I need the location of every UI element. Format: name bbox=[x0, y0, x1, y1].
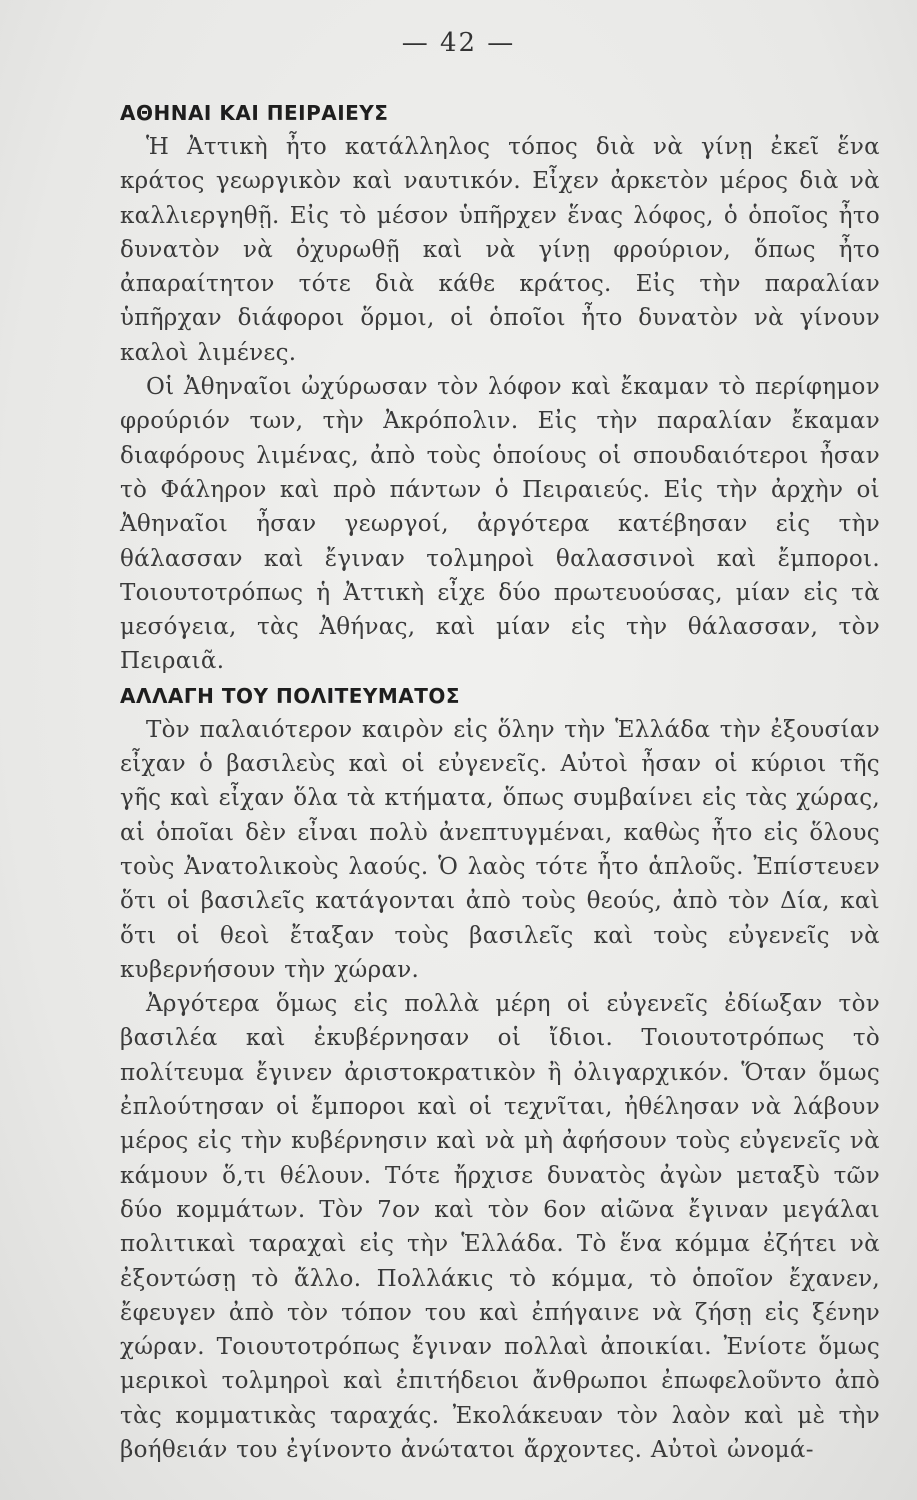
page-content bbox=[120, 96, 880, 1467]
paragraph: Τὸν παλαιότερον καιρὸν εἰς ὅλην τὴν Ἑλλάδα τὴν ἐξουσίαν εἶχαν ὁ βασιλεὺς καὶ οἱ εὐγενεῖς. Αὐτοὶ ἦσαν οἱ κύριοι τῆς γῆς καὶ εἶχαν ὅλα τὰ κτήματα, ὅπως συμβαίνει εἰς τὰς χώρας, αἱ ὁποῖαι δὲν εἶναι πολὺ ἀνεπτυγμέναι, καθὼς ἦτο εἰς ὅλους τοὺς Ἀνατολικοὺς λαούς. Ὁ λαὸς τότε ἦτο ἁπλοῦς. Ἐπίστευεν ὅτι οἱ βασιλεῖς κατάγονται ἀπὸ τοὺς θεούς, ἀπὸ τὸν Δία, καὶ ὅτι οἱ θεοὶ ἔταξαν τοὺς βασιλεῖς καὶ τοὺς εὐγενεῖς νὰ κυβερνήσουν τὴν χώραν. bbox=[120, 716, 880, 983]
section-heading: ΑΘΗΝΑΙ ΚΑΙ ΠΕΙΡΑΙΕΥΣ bbox=[120, 101, 389, 125]
section-change-of-polity bbox=[120, 679, 880, 1468]
page-number: — 42 — bbox=[401, 28, 516, 58]
section-heading: ΑΛΛΑΓΗ ΤΟΥ ΠΟΛΙΤΕΥΜΑΤΟΣ bbox=[120, 683, 461, 708]
section-athens-piraeus bbox=[120, 96, 880, 679]
paragraph: Οἱ Ἀθηναῖοι ὠχύρωσαν τὸν λόφον καὶ ἔκαμαν τὸ περίφημον φρούριόν των, τὴν Ἀκρόπολιν. Εἰς τὴν παραλίαν ἔκαμαν διαφόρους λιμένας, ἀπὸ τοὺς ὁποίους οἱ σπουδαιότεροι ἦσαν τὸ Φάληρον καὶ πρὸ πάντων ὁ Πειραιεύς. Εἰς τὴν ἀρχὴν οἱ Ἀθηναῖοι ἦσαν γεωργοί, ἀργότερα κατέβησαν εἰς τὴν θάλασσαν καὶ ἔγιναν τολμηροὶ θαλασσινοὶ καὶ ἔμποροι. Τοιουτοτρόπως ἡ Ἀττικὴ εἶχε δύο πρωτευούσας, μίαν εἰς τὰ μεσόγεια, τὰς Ἀθήνας, καὶ μίαν εἰς τὴν θάλασσαν, τὸν Πειραιᾶ. bbox=[120, 374, 880, 675]
paragraph: Ἀργότερα ὅμως εἰς πολλὰ μέρη οἱ εὐγενεῖς ἐδίωξαν τὸν βασιλέα καὶ ἐκυβέρνησαν οἱ ἴδιοι. Τοιουτοτρόπως τὸ πολίτευμα ἔγινεν ἀριστοκρατικὸν ἢ ὀλιγαρχικόν. Ὅταν ὅμως ἐπλούτησαν οἱ ἔμποροι καὶ οἱ τεχνῖται, ἠθέλησαν νὰ λάβουν μέρος εἰς τὴν κυβέρνησιν καὶ νὰ μὴ ἀφήσουν τοὺς εὐγενεῖς νὰ κάμουν ὅ,τι θέλουν. Τότε ἤρχισε δυνατὸς ἀγὼν μεταξὺ τῶν δύο κομμάτων. Τὸν 7ον καὶ τὸν 6ον αἰῶνα ἔγιναν μεγάλαι πολιτικαὶ ταραχαὶ εἰς τὴν Ἑλλάδα. Τὸ ἕνα κόμμα ἐζήτει νὰ ἐξοντώσῃ τὸ ἄλλο. Πολλάκις τὸ κόμμα, τὸ ὁποῖον ἔχανεν, ἔφευγεν ἀπὸ τὸν τόπον του καὶ ἐπήγαινε νὰ ζήσῃ εἰς ξένην χώραν. Τοιουτοτρόπως ἔγιναν πολλαὶ ἀποικίαι. Ἐνίοτε ὅμως μερικοὶ τολμηροὶ καὶ ἐπιτήδειοι ἄνθρωποι ἐπωφελοῦντο ἀπὸ τὰς κομματικὰς ταραχάς. Ἐκολάκευαν τὸν λαὸν καὶ μὲ τὴν βοήθειάν του ἐγίνοντο ἀνώτατοι ἄρχοντες. Αὐτοὶ ὠνομά- bbox=[120, 991, 880, 1463]
paragraph: Ἡ Ἀττικὴ ἦτο κατάλληλος τόπος διὰ νὰ γίνῃ ἐκεῖ ἕνα κράτος γεωργικὸν καὶ ναυτικόν. Εἶχεν ἀρκετὸν μέρος διὰ νὰ καλλιεργηθῇ. Εἰς τὸ μέσον ὑπῆρχεν ἕνας λόφος, ὁ ὁποῖος ἦτο δυνατὸν νὰ ὀχυρωθῇ καὶ νὰ γίνῃ φρούριον, ὅπως ἦτο ἀπαραίτητον τότε διὰ κάθε κράτος. Εἰς τὴν παραλίαν ὑπῆρχαν διάφοροι ὅρμοι, οἱ ὁποῖοι ἦτο δυνατὸν νὰ γίνουν καλοὶ λιμένες. bbox=[120, 134, 880, 366]
